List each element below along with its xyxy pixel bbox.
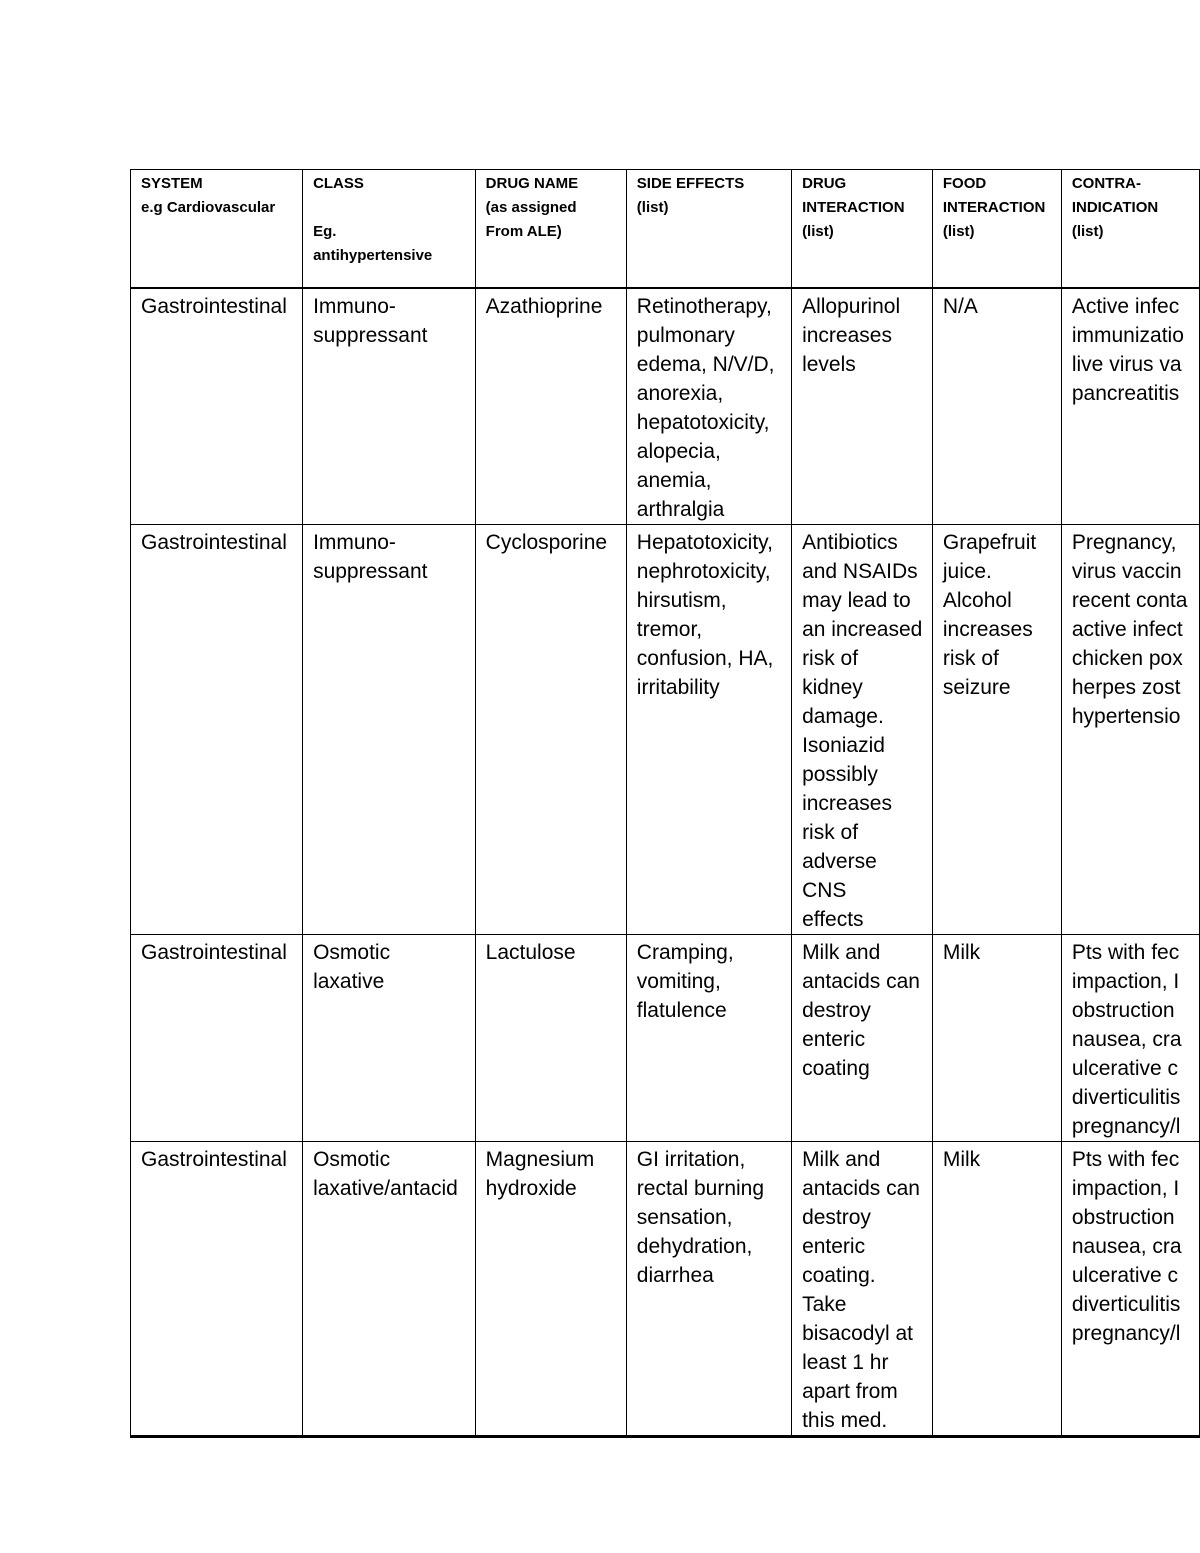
cell-system: Gastrointestinal xyxy=(131,1142,303,1437)
header-side-effects: SIDE EFFECTS (list) xyxy=(626,170,791,289)
table-row xyxy=(131,288,1200,525)
cell-contraindication: Pregnancy, virus vaccin recent conta active infect chicken pox herpes zost hypertensio xyxy=(1061,525,1199,935)
cell-food-interaction: Grapefruit juice. Alcohol increases risk of seizure xyxy=(932,525,1061,935)
cell-food-interaction: Milk xyxy=(932,935,1061,1142)
cell-drug-name: Lactulose xyxy=(475,935,626,1142)
table-header-row xyxy=(131,170,1200,289)
header-contraindication: CONTRA- INDICATION (list) xyxy=(1061,170,1199,289)
cell-contraindication: Active infec immunizatio live virus va pancreatitis xyxy=(1061,288,1199,525)
cell-food-interaction: N/A xyxy=(932,288,1061,525)
cell-drug-interaction: Antibiotics and NSAIDs may lead to an increased risk of kidney damage. Isoniazid possibly increases risk of adverse CNS effects xyxy=(792,525,933,935)
cell-contraindication: Pts with fec impaction, I obstruction nausea, cra ulcerative c diverticulitis pregnancy/l xyxy=(1061,935,1199,1142)
cell-side-effects: Cramping, vomiting, flatulence xyxy=(626,935,791,1142)
header-class: CLASS Eg. antihypertensive xyxy=(303,170,476,289)
drug-table xyxy=(130,169,1200,1438)
cell-side-effects: Retinotherapy, pulmonary edema, N/V/D, anorexia, hepatotoxicity, alopecia, anemia, arthralgia xyxy=(626,288,791,525)
cell-drug-name: Cyclosporine xyxy=(475,525,626,935)
table-row xyxy=(131,935,1200,1142)
cell-drug-name: Azathioprine xyxy=(475,288,626,525)
cell-side-effects: GI irritation, rectal burning sensation, dehydration, diarrhea xyxy=(626,1142,791,1437)
cell-food-interaction: Milk xyxy=(932,1142,1061,1437)
header-drug-interaction: DRUG INTERACTION (list) xyxy=(792,170,933,289)
cell-side-effects: Hepatotoxicity, nephrotoxicity, hirsutism, tremor, confusion, HA, irritability xyxy=(626,525,791,935)
table-row xyxy=(131,1142,1200,1437)
cell-drug-interaction: Allopurinol increases levels xyxy=(792,288,933,525)
header-drug-name: DRUG NAME (as assigned From ALE) xyxy=(475,170,626,289)
cell-class: Osmotic laxative xyxy=(303,935,476,1142)
cell-drug-interaction: Milk and antacids can destroy enteric coating. Take bisacodyl at least 1 hr apart from this med. xyxy=(792,1142,933,1437)
cell-system: Gastrointestinal xyxy=(131,525,303,935)
header-food-interaction: FOOD INTERACTION (list) xyxy=(932,170,1061,289)
cell-drug-name: Magnesium hydroxide xyxy=(475,1142,626,1437)
cell-contraindication: Pts with fec impaction, I obstruction nausea, cra ulcerative c diverticulitis pregnancy/l xyxy=(1061,1142,1199,1437)
header-system: SYSTEM e.g Cardiovascular xyxy=(131,170,303,289)
cell-class: Immuno- suppressant xyxy=(303,525,476,935)
cell-class: Osmotic laxative/antacid xyxy=(303,1142,476,1437)
cell-system: Gastrointestinal xyxy=(131,935,303,1142)
cell-class: Immuno- suppressant xyxy=(303,288,476,525)
cell-drug-interaction: Milk and antacids can destroy enteric coating xyxy=(792,935,933,1142)
cell-system: Gastrointestinal xyxy=(131,288,303,525)
table-row xyxy=(131,525,1200,935)
